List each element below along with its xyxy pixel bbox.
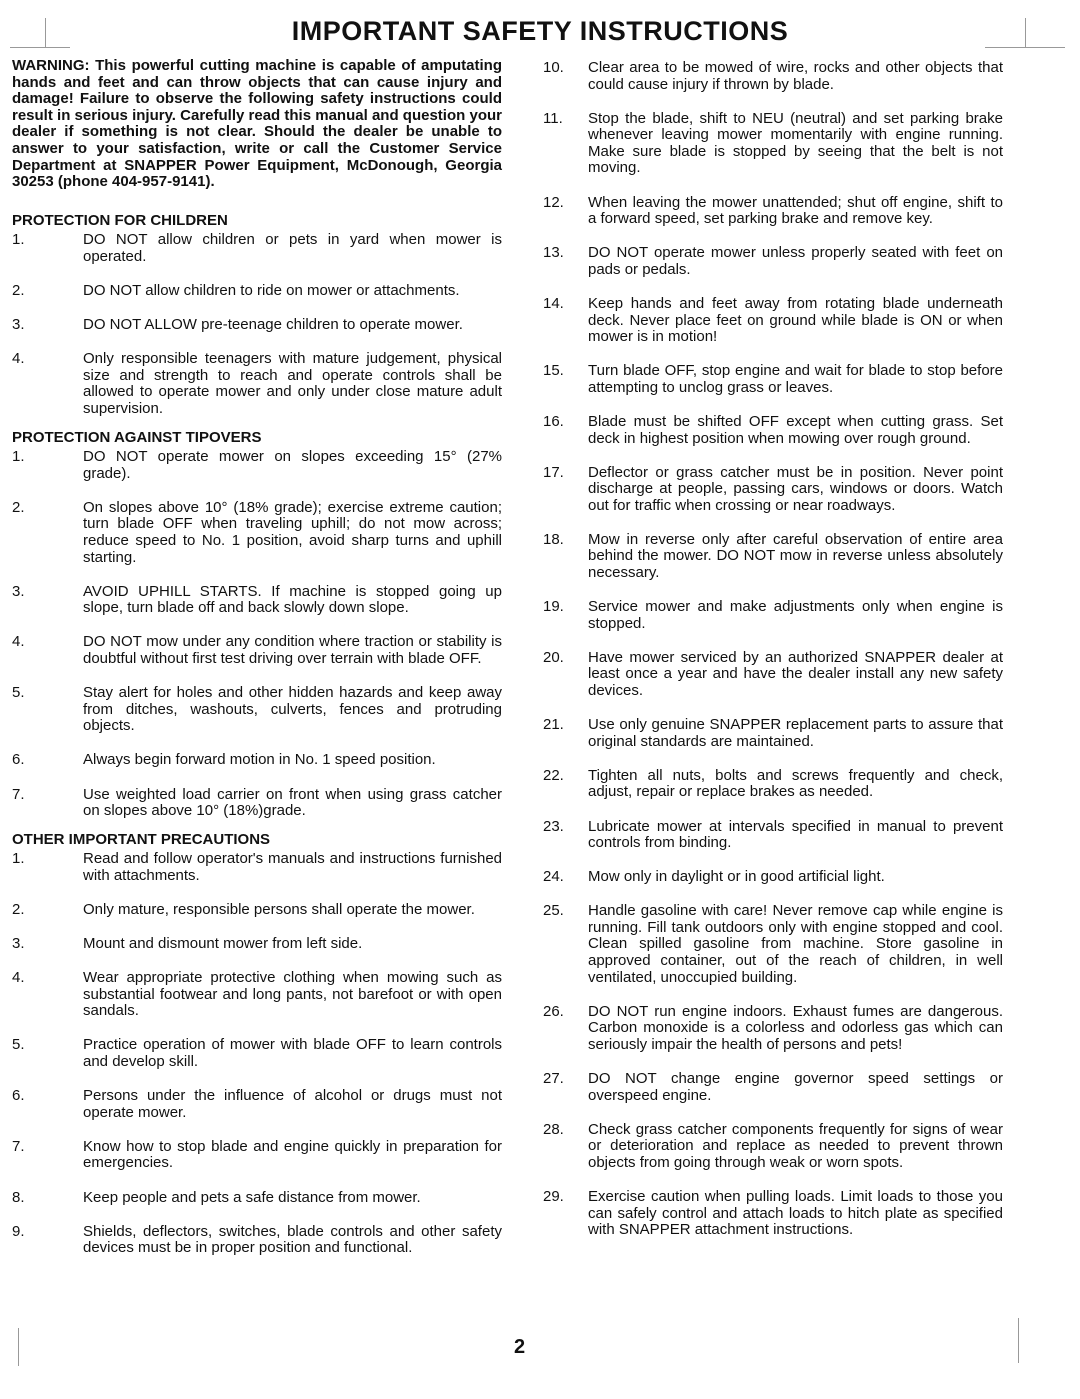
section-heading: OTHER IMPORTANT PRECAUTIONS bbox=[12, 830, 271, 848]
list-item bbox=[12, 1224, 502, 1257]
item-text: Wear appropriate protective clothing when mowing such as substantial footwear and long pants, not barefoot or with open sandals. bbox=[83, 969, 502, 1020]
page-title: IMPORTANT SAFETY INSTRUCTIONS bbox=[291, 16, 789, 46]
list-item bbox=[543, 195, 1003, 228]
item-number: 12. bbox=[543, 193, 564, 211]
list-item bbox=[12, 970, 502, 1020]
item-number: 18. bbox=[543, 530, 564, 548]
list-item bbox=[12, 232, 502, 265]
item-text: Mount and dismount mower from left side. bbox=[83, 935, 363, 953]
item-text: Exercise caution when pulling loads. Limit loads to those you can safely control and attach loads to hitch plate as specified with SNAPPER attachment instructions. bbox=[588, 1188, 1003, 1239]
list-item bbox=[543, 768, 1003, 801]
crop-mark bbox=[1018, 1318, 1019, 1363]
item-number: 23. bbox=[543, 817, 564, 835]
item-number: 1. bbox=[12, 448, 25, 466]
list-item bbox=[543, 903, 1003, 986]
item-number: 2. bbox=[12, 282, 25, 300]
list-item bbox=[543, 1071, 1003, 1104]
item-text: Check grass catcher components frequently for signs of wear or deterioration and replace as needed to prevent thrown objects from going through weak or worn spots. bbox=[588, 1120, 1003, 1171]
right-column bbox=[543, 60, 1003, 1256]
list-item bbox=[12, 685, 502, 735]
item-number: 17. bbox=[543, 463, 564, 481]
list-item bbox=[543, 532, 1003, 582]
item-number: 24. bbox=[543, 868, 564, 886]
item-text: DO NOT run engine indoors. Exhaust fumes are dangerous. Carbon monoxide is a colorless and odorless gas which can seriously impair the health of persons and pets! bbox=[588, 1002, 1003, 1053]
item-number: 1. bbox=[12, 231, 25, 249]
item-number: 4. bbox=[12, 633, 25, 651]
item-number: 11. bbox=[543, 109, 563, 127]
item-text: Keep people and pets a safe distance from mower. bbox=[83, 1188, 421, 1206]
item-text: Blade must be shifted OFF except when cutting grass. Set deck in highest position when mowing over rough ground. bbox=[588, 412, 1003, 447]
list-item bbox=[543, 869, 1003, 886]
item-number: 22. bbox=[543, 766, 564, 784]
item-number: 1. bbox=[12, 850, 25, 868]
item-number: 20. bbox=[543, 648, 564, 666]
item-number: 7. bbox=[12, 1137, 25, 1155]
item-text: Mow only in daylight or in good artificial light. bbox=[588, 868, 885, 886]
item-number: 2. bbox=[12, 498, 25, 516]
list-item bbox=[12, 500, 502, 566]
item-text: Know how to stop blade and engine quickly in preparation for emergencies. bbox=[83, 1137, 502, 1172]
list-item bbox=[12, 1139, 502, 1172]
item-text: Clear area to be mowed of wire, rocks and other objects that could cause injury if thrown by blade. bbox=[588, 59, 1003, 93]
item-text: Tighten all nuts, bolts and screws frequently and check, adjust, repair or replace brakes as needed. bbox=[588, 766, 1003, 801]
item-text: Only mature, responsible persons shall operate the mower. bbox=[83, 900, 475, 918]
item-number: 15. bbox=[543, 362, 564, 380]
item-number: 14. bbox=[543, 294, 564, 312]
left-column bbox=[12, 58, 502, 1269]
list-item bbox=[12, 584, 502, 617]
item-text: Stop the blade, shift to NEU (neutral) and set parking brake whenever leaving mower momentarily with engine running. Make sure blade is stopped by seeing that the belt is not moving. bbox=[588, 109, 1003, 177]
item-number: 6. bbox=[12, 1087, 25, 1105]
item-number: 3. bbox=[12, 316, 25, 334]
item-text: DO NOT mow under any condition where traction or stability is doubtful without first test driving over terrain with blade OFF. bbox=[83, 633, 502, 668]
item-text: DO NOT operate mower on slopes exceeding 15° (27% grade). bbox=[83, 448, 502, 482]
item-text: Use weighted load carrier on front when using grass catcher on slopes above 10° (18%)grade. bbox=[83, 785, 502, 820]
crop-mark bbox=[18, 1328, 19, 1366]
list-item bbox=[543, 1189, 1003, 1239]
list-item bbox=[543, 1004, 1003, 1054]
list-item bbox=[12, 752, 502, 769]
list-item bbox=[543, 819, 1003, 852]
warning-paragraph: WARNING: This powerful cutting machine is capable of amputating hands and feet and can throw objects that can cause injury and damage! Failure to observe the following safety instructions could result in serious injury. Carefully read this manual and question your dealer if something is not clear. Should the dealer be unable to answer to your satisfaction, write or call the Customer Service Department at SNAPPER Power Equipment, McDonough, Georgia 30253 (phone 404-957-9141). bbox=[12, 57, 502, 191]
item-number: 4. bbox=[12, 969, 25, 987]
list-item bbox=[12, 902, 502, 919]
list-item bbox=[543, 465, 1003, 515]
crop-mark bbox=[10, 47, 70, 48]
item-text: AVOID UPHILL STARTS. If machine is stopped going up slope, turn blade off and back slowly down slope. bbox=[83, 582, 502, 617]
item-number: 19. bbox=[543, 598, 564, 616]
item-number: 26. bbox=[543, 1002, 564, 1020]
item-text: Shields, deflectors, switches, blade controls and other safety devices must be in proper position and functional. bbox=[83, 1222, 502, 1257]
item-text: DO NOT change engine governor speed settings or overspeed engine. bbox=[588, 1070, 1003, 1104]
list-item bbox=[12, 936, 502, 953]
list-item bbox=[543, 296, 1003, 346]
item-number: 27. bbox=[543, 1070, 564, 1088]
list-item bbox=[12, 634, 502, 667]
item-text: DO NOT allow children to ride on mower or attachments. bbox=[83, 282, 460, 300]
section-heading: PROTECTION AGAINST TIPOVERS bbox=[12, 428, 262, 446]
item-number: 16. bbox=[543, 412, 564, 430]
list-item bbox=[12, 449, 502, 482]
item-number: 4. bbox=[12, 350, 25, 368]
item-text: Read and follow operator's manuals and instructions furnished with attachments. bbox=[83, 850, 502, 884]
item-number: 7. bbox=[12, 785, 25, 803]
item-number: 13. bbox=[543, 244, 564, 262]
item-text: Service mower and make adjustments only when engine is stopped. bbox=[588, 598, 1003, 632]
item-text: Persons under the influence of alcohol or drugs must not operate mower. bbox=[83, 1087, 502, 1121]
list-item bbox=[543, 363, 1003, 396]
list-item bbox=[543, 414, 1003, 447]
item-text: Stay alert for holes and other hidden hazards and keep away from ditches, washouts, culverts, fences and protruding objects. bbox=[83, 684, 502, 735]
list-item bbox=[12, 1190, 502, 1207]
item-text: Use only genuine SNAPPER replacement parts to assure that original standards are maintained. bbox=[588, 716, 1003, 750]
list-item bbox=[12, 787, 502, 820]
list-item bbox=[12, 283, 502, 300]
list-item bbox=[543, 60, 1003, 93]
item-number: 25. bbox=[543, 902, 564, 920]
item-text: When leaving the mower unattended; shut off engine, shift to a forward speed, set parking brake and remove key. bbox=[588, 193, 1003, 228]
list-item bbox=[12, 317, 502, 334]
item-text: DO NOT ALLOW pre-teenage children to operate mower. bbox=[83, 316, 463, 334]
list-item bbox=[543, 599, 1003, 632]
item-number: 2. bbox=[12, 900, 25, 918]
item-number: 3. bbox=[12, 935, 25, 953]
list-item bbox=[543, 245, 1003, 278]
item-text: DO NOT allow children or pets in yard when mower is operated. bbox=[83, 231, 502, 265]
item-text: Always begin forward motion in No. 1 speed position. bbox=[83, 751, 436, 769]
section-heading: PROTECTION FOR CHILDREN bbox=[12, 211, 228, 229]
list-item bbox=[543, 650, 1003, 700]
item-text: On slopes above 10° (18% grade); exercise extreme caution; turn blade OFF when traveling uphill; do not mow across; reduce speed to No. 1 position, avoid sharp turns and uphill starting. bbox=[83, 498, 502, 566]
item-number: 6. bbox=[12, 751, 25, 769]
item-text: DO NOT operate mower unless properly seated with feet on pads or pedals. bbox=[588, 244, 1003, 278]
item-number: 28. bbox=[543, 1120, 564, 1138]
list-item bbox=[543, 717, 1003, 750]
list-item bbox=[543, 111, 1003, 177]
item-number: 29. bbox=[543, 1188, 564, 1205]
item-text: Lubricate mower at intervals specified in manual to prevent controls from binding. bbox=[588, 817, 1003, 852]
crop-mark bbox=[985, 47, 1065, 48]
list-item bbox=[12, 1037, 502, 1070]
page-number: 2 bbox=[514, 1336, 526, 1358]
item-number: 9. bbox=[12, 1222, 25, 1240]
item-text: Practice operation of mower with blade OFF to learn controls and develop skill. bbox=[83, 1036, 502, 1071]
item-number: 5. bbox=[12, 1036, 25, 1054]
item-text: Keep hands and feet away from rotating blade underneath deck. Never place feet on ground while blade is ON or when mower is in motion! bbox=[588, 294, 1003, 346]
item-number: 5. bbox=[12, 684, 25, 702]
item-text: Handle gasoline with care! Never remove cap while engine is running. Fill tank outdoors only with engine stopped and cool. Clean spilled gasoline from machine. Store gasoline in approved container, out of the reach of children, in well ventilated, unoccupied building. bbox=[588, 902, 1003, 986]
item-text: Only responsible teenagers with mature judgement, physical size and strength to reach and operate controls shall be allowed to operate mower and only under close mature adult supervision. bbox=[83, 350, 502, 417]
item-number: 3. bbox=[12, 582, 25, 600]
item-text: Deflector or grass catcher must be in position. Never point discharge at people, passing cars, windows or doors. Watch out for traffic when crossing or near roadways. bbox=[588, 463, 1003, 514]
item-text: Turn blade OFF, stop engine and wait for blade to stop before attempting to unclog grass or leaves. bbox=[588, 362, 1003, 396]
item-text: Have mower serviced by an authorized SNAPPER dealer at least once a year and have the dealer install any new safety devices. bbox=[588, 648, 1003, 700]
item-number: 10. bbox=[543, 59, 564, 76]
item-number: 8. bbox=[12, 1188, 25, 1206]
list-item bbox=[12, 851, 502, 884]
item-text: Mow in reverse only after careful observation of entire area behind the mower. DO NOT mow in reverse unless absolutely necessary. bbox=[588, 530, 1003, 582]
list-item bbox=[543, 1122, 1003, 1172]
list-item bbox=[12, 1088, 502, 1121]
item-number: 21. bbox=[543, 716, 564, 734]
list-item bbox=[12, 351, 502, 417]
